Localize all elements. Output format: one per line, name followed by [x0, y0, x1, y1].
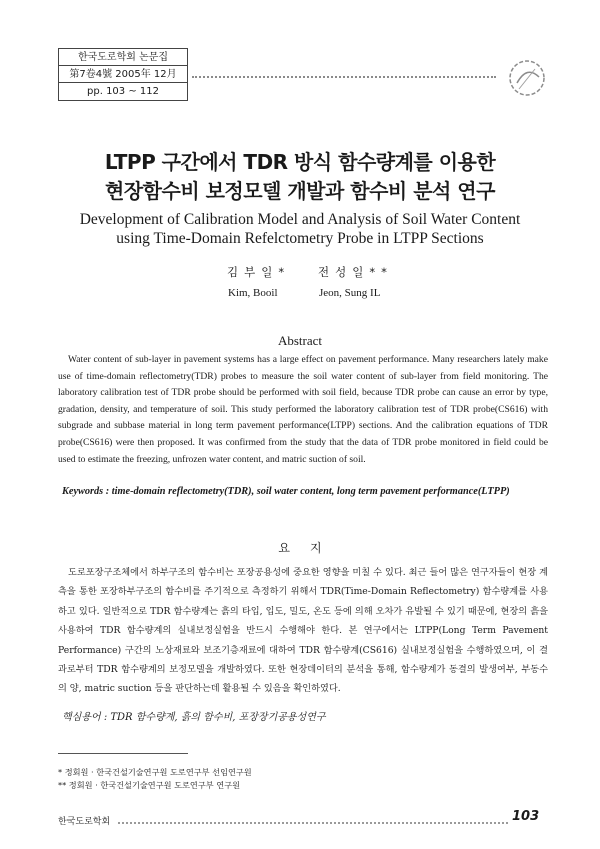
society-emblem-icon — [505, 55, 551, 101]
author-2-english: Jeon, Sung IL — [319, 287, 381, 299]
journal-pages: pp. 103 ~ 112 — [87, 86, 159, 97]
author-1-korean: 김부일* — [227, 265, 291, 279]
journal-name: 한국도로학회 논문집 — [59, 49, 187, 66]
journal-info-box — [58, 48, 188, 101]
footer-society-name: 한국도로학회 — [58, 817, 111, 827]
footnote-rule — [58, 753, 188, 754]
footnote-1: * 정회원 · 한국건설기술연구원 도로연구부 선임연구원 — [58, 767, 252, 777]
abstract-body: Water content of sub-layer in pavement systems has a large effect on pavement performance. Many researchers lately make use of time-domain reflectometry(TDR) probes to measure the soil water content of sub-layer from field monitoring. The laboratory calibration test of TDR probe should be performed with soil field, because TDR probe can cause an error by type, gradation, density, and temperature of soil. This study performed the laboratory calibration test of TDR probe(CS616) with subgrade and subbase material in long term pavement performance(LTPP) sections. And the calibration equations of TDR probe(CS616) were then proposed. It was confirmed from the study that the data of TDR probe monitored in field could be used to estimate the freezing, unfrozen water content, and matric suction of soil. — [58, 354, 548, 465]
footer-dotted-rule — [118, 822, 508, 824]
journal-volume: 第7卷4號 2005年 12月 — [59, 66, 187, 83]
title-korean-line-1: LTPP 구간에서 TDR 방식 함수량계를 이용한 — [104, 150, 496, 174]
english-keywords: Keywords : time-domain reflectometry(TDR), soil water content, long term pavement performance(LTPP) — [62, 486, 510, 497]
author-1-english: Kim, Booil — [228, 287, 278, 299]
korean-summary-body: 도로포장구조체에서 하부구조의 함수비는 포장공용성에 중요한 영향을 미칠 수 있다. 최근 들어 많은 연구자들이 현장 계측을 통한 포장하부구조의 함수비를 주기적으로 측정하기 위해서 TDR(Time-Domain Reflectometry) 함수량계를 사용하고 있다. 일반적으로 TDR 함수량계는 흙의 타입, 입도, 밀도, 온도 등에 의해 오차가 유발될 수 있기 때문에, 현장의 흙을 사용하여 TDR 함수량계의 실내보정실험을 반드시 수행해야 한다. 본 연구에서는 LTPP(Long Term Pavement Performance) 구간의 노상재료와 보조기층재료에 대하여 TDR 함수량계(CS616) 실내보정실험을 수행하였으며, 이 결과로부터 TDR 함수량계의 보정모델을 개발하였다. 또한 현장데이터의 분석을 통해, 함수량계가 동결의 발생여부, 부동수의 양, matric suction 등을 판단하는데 활용될 수 있음을 확인하였다. — [58, 567, 548, 695]
korean-summary-heading: 요지 — [278, 541, 342, 555]
header-dotted-rule — [192, 76, 496, 78]
title-english-line-2: using Time-Domain Refelctometry Probe in LTPP Sections — [116, 230, 484, 247]
abstract-heading: Abstract — [277, 333, 323, 348]
page-number: 103 — [512, 809, 540, 824]
title-korean-line-2: 현장함수비 보정모델 개발과 함수비 분석 연구 — [105, 179, 495, 203]
author-2-korean: 전성일** — [318, 265, 393, 279]
title-english-line-1: Development of Calibration Model and Analysis of Soil Water Content — [79, 211, 521, 228]
footnotes — [58, 766, 252, 792]
korean-keywords: 핵심용어 : TDR 함수량계, 흙의 함수비, 포장장기공용성연구 — [62, 712, 326, 723]
footnote-2: ** 정회원 · 한국건설기술연구원 도로연구부 연구원 — [58, 780, 240, 790]
